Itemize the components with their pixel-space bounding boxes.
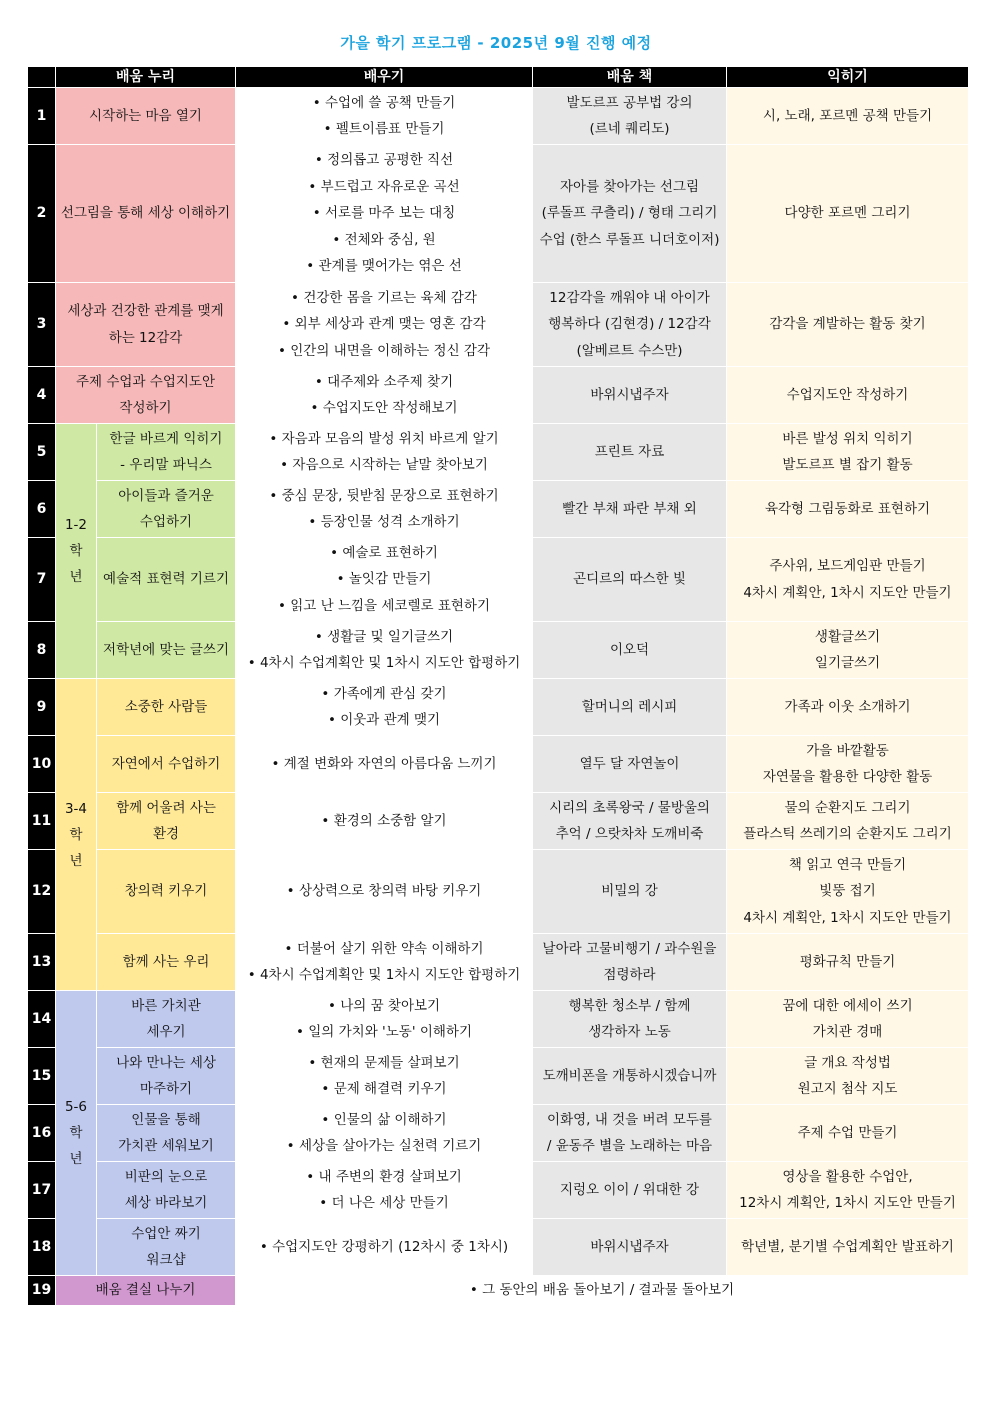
table-row (28, 1105, 969, 1162)
book-cell (533, 679, 727, 736)
text-line: • 4차시 수업계획안 및 1차시 지도안 합평하기 (240, 962, 528, 989)
text-line: 선그림을 통해 세상 이해하기 (60, 205, 231, 222)
text-line: • 세상을 살아가는 실천력 기르기 (240, 1133, 528, 1160)
text-line: • 나의 꿈 찾아보기 (240, 993, 528, 1020)
practice-cell (727, 622, 969, 679)
practice-cell (727, 1219, 969, 1276)
text-line: 세상 바라보기 (124, 1195, 208, 1211)
area-label (97, 622, 236, 679)
text-line: 생각하자 노동 (588, 1024, 671, 1040)
row-number: 10 (28, 736, 56, 793)
text-line: - 우리말 파닉스 (120, 457, 212, 473)
text-line: 비판의 눈으로 (124, 1168, 208, 1185)
practice-cell (727, 145, 969, 283)
book-cell (533, 283, 727, 367)
area-label (56, 1276, 236, 1306)
text-line: 영상을 활용한 수업안, (782, 1168, 913, 1185)
table-row (28, 1219, 969, 1276)
text-line: 바른 발성 위치 익히기 (782, 430, 913, 447)
header-practice: 익히기 (727, 67, 969, 88)
text-line: 물의 순환지도 그리기 (784, 799, 911, 816)
text-line: • 펠트이름표 만들기 (240, 116, 528, 143)
row-number: 13 (28, 934, 56, 991)
text-line: 작성하기 (119, 400, 172, 416)
text-line: 가치관 경매 (812, 1024, 883, 1040)
row-number: 16 (28, 1105, 56, 1162)
area-label (56, 367, 236, 424)
text-line: 저학년에 맞는 글쓰기 (103, 641, 229, 658)
text-line: • 부드럽고 자유로운 곡선 (240, 174, 528, 201)
text-line: 한글 바르게 익히기 (109, 430, 223, 447)
header-teach: 배우기 (236, 67, 533, 88)
text-line: 육각형 그림동화로 표현하기 (764, 500, 931, 517)
practice-cell (727, 850, 969, 934)
area-label (97, 481, 236, 538)
book-cell (533, 367, 727, 424)
table-row (28, 283, 969, 367)
practice-cell (727, 367, 969, 424)
area-label (97, 538, 236, 622)
text-line: 워크샵 (146, 1252, 186, 1268)
text-line: 가족과 이웃 소개하기 (784, 698, 911, 715)
book-cell (533, 1219, 727, 1276)
text-line: 자아를 찾아가는 선그림 (560, 178, 700, 195)
teach-cell (236, 1219, 533, 1276)
header-corner (28, 67, 56, 88)
text-line: 생활글쓰기 (814, 628, 881, 645)
text-line: 배움 결실 나누기 (95, 1282, 196, 1299)
text-line: 평화규칙 만들기 (799, 953, 896, 970)
area-label (97, 424, 236, 481)
row-number: 3 (28, 283, 56, 367)
area-label (97, 991, 236, 1048)
text-line: 도깨비폰을 개통하시겠습니까 (542, 1067, 717, 1084)
text-line: • 가족에게 관심 갖기 (240, 681, 528, 708)
teach-cell (236, 283, 533, 367)
row-number: 14 (28, 991, 56, 1048)
practice-cell (727, 793, 969, 850)
text-line: 년 (69, 852, 83, 869)
text-line: 꿈에 대한 에세이 쓰기 (782, 997, 913, 1014)
text-line: • 정의롭고 공평한 직선 (240, 147, 528, 174)
text-line: / 윤동주 별을 노래하는 마음 (546, 1138, 713, 1154)
row-number: 1 (28, 88, 56, 145)
text-line: • 수업지도안 강평하기 (12차시 중 1차시) (240, 1234, 528, 1261)
text-line: 소중한 사람들 (124, 698, 208, 715)
text-line: 년 (69, 1151, 83, 1167)
text-line: 마주하기 (139, 1081, 193, 1097)
text-line: 가치관 세워보기 (118, 1138, 214, 1154)
text-line: • 일의 가치와 '노동' 이해하기 (240, 1019, 528, 1046)
text-line: 시작하는 마음 열기 (89, 107, 202, 124)
text-line: • 관계를 맺어가는 엮은 선 (240, 253, 528, 280)
text-line: 점령하라 (603, 967, 656, 983)
text-line: 플라스틱 쓰레기의 순환지도 그리기 (743, 826, 952, 842)
text-line: (르네 퀘리도) (589, 121, 670, 137)
table-row (28, 145, 969, 283)
text-line: 4차시 계획안, 1차시 지도안 만들기 (743, 584, 952, 601)
row-number: 17 (28, 1162, 56, 1219)
row-number: 12 (28, 850, 56, 934)
book-cell (533, 1105, 727, 1162)
text-line: 가을 바깥활동 (806, 742, 889, 759)
text-line: 빨간 부채 파란 부채 외 (562, 500, 697, 517)
text-line: • 현재의 문제들 살펴보기 (240, 1050, 528, 1077)
table-row (28, 850, 969, 934)
practice-cell (727, 1048, 969, 1105)
header-book: 배움 책 (533, 67, 727, 88)
book-cell (533, 538, 727, 622)
text-line: • 문제 해결력 키우기 (240, 1076, 528, 1103)
row-number: 8 (28, 622, 56, 679)
table-row (28, 793, 969, 850)
table-row (28, 1162, 969, 1219)
text-line: 학 (69, 543, 83, 559)
area-label (97, 1162, 236, 1219)
row-number: 5 (28, 424, 56, 481)
area-label (56, 145, 236, 283)
row-number: 15 (28, 1048, 56, 1105)
text-line: 함께 어울려 사는 (116, 799, 216, 816)
text-line: 이화영, 내 것을 버려 모두를 (547, 1111, 712, 1128)
text-line: 환경 (152, 826, 180, 842)
practice-cell (727, 481, 969, 538)
teach-cell (236, 934, 533, 991)
text-line: 발도르프 공부법 강의 (566, 94, 693, 111)
practice-cell (727, 1105, 969, 1162)
book-cell (533, 481, 727, 538)
practice-cell (727, 424, 969, 481)
table-row (28, 367, 969, 424)
text-line: 곤디르의 따스한 빛 (573, 571, 686, 588)
text-line: 12차시 계획안, 1차시 지도안 만들기 (739, 1195, 956, 1211)
text-line: 수업지도안 작성하기 (786, 386, 909, 403)
teach-cell (236, 850, 533, 934)
area-label (97, 1105, 236, 1162)
table-row (28, 991, 969, 1048)
text-line: • 자음으로 시작하는 낱말 찾아보기 (240, 452, 528, 479)
row-number: 6 (28, 481, 56, 538)
text-line: 아이들과 즐거운 (118, 487, 214, 504)
text-line: • 4차시 수업계획안 및 1차시 지도안 합평하기 (240, 650, 528, 677)
teach-cell (236, 481, 533, 538)
text-line: 4차시 계획안, 1차시 지도안 만들기 (743, 909, 952, 926)
book-cell (533, 1162, 727, 1219)
row-number: 2 (28, 145, 56, 283)
row-number: 9 (28, 679, 56, 736)
teach-cell (236, 424, 533, 481)
area-label (97, 679, 236, 736)
book-cell (533, 934, 727, 991)
area-label (56, 88, 236, 145)
header-row (28, 67, 969, 88)
practice-cell (727, 736, 969, 793)
text-line: • 수업지도안 작성해보기 (240, 395, 528, 422)
text-line: • 내 주변의 환경 살펴보기 (240, 1164, 528, 1191)
table-row (28, 1276, 969, 1306)
text-line: 함께 사는 우리 (122, 953, 210, 970)
book-cell (533, 145, 727, 283)
text-line: (알베르트 수스만) (576, 342, 683, 359)
text-line: 원고지 첨삭 지도 (797, 1081, 898, 1097)
text-line: • 인간의 내면을 이해하는 정신 감각 (240, 338, 528, 365)
text-line: • 등장인물 성격 소개하기 (240, 509, 528, 536)
text-line: 빛뚱 접기 (819, 883, 876, 900)
text-line: 학년별, 분기별 수업계획안 발표하기 (741, 1238, 954, 1255)
book-cell (533, 424, 727, 481)
area-label (97, 934, 236, 991)
area-label (97, 793, 236, 850)
area-label (97, 736, 236, 793)
grade-label (56, 424, 97, 679)
text-line: 행복하다 (김현경) / 12감각 (548, 316, 711, 333)
text-line: 수업 (한스 루돌프 니더호이저) (539, 231, 720, 248)
text-line: 다양한 포르멘 그리기 (784, 205, 911, 222)
text-line: • 읽고 난 느낌을 세코렐로 표현하기 (240, 593, 528, 620)
text-line: • 상상력으로 창의력 바탕 키우기 (240, 878, 528, 905)
text-line: • 건강한 몸을 기르는 육체 감각 (240, 285, 528, 312)
book-cell (533, 1048, 727, 1105)
text-line: 이오덕 (609, 641, 650, 658)
text-line: 시, 노래, 포르멘 공책 만들기 (762, 107, 933, 124)
table-row (28, 481, 969, 538)
text-line: • 더불어 살기 위한 약속 이해하기 (240, 936, 528, 963)
text-line: 열두 달 자연놀이 (579, 755, 680, 772)
text-line: 바위시냅주자 (590, 386, 669, 403)
text-line: 주제 수업 만들기 (797, 1124, 898, 1141)
text-line: • 예술로 표현하기 (240, 540, 528, 567)
text-line: • 서로를 마주 보는 대칭 (240, 200, 528, 227)
teach-cell (236, 367, 533, 424)
text-line: • 더 나은 세상 만들기 (240, 1190, 528, 1217)
text-line: 창의력 키우기 (124, 883, 208, 900)
book-cell (533, 991, 727, 1048)
area-label (56, 283, 236, 367)
table-row (28, 538, 969, 622)
teach-cell (236, 736, 533, 793)
practice-cell (727, 1162, 969, 1219)
row-number: 18 (28, 1219, 56, 1276)
header-area: 배움 누리 (56, 67, 236, 88)
book-cell (533, 622, 727, 679)
practice-cell (727, 283, 969, 367)
grade-label (56, 991, 97, 1276)
text-line: 자연에서 수업하기 (111, 755, 221, 772)
text-line: • 환경의 소중함 알기 (240, 808, 528, 835)
text-line: 주제 수업과 수업지도안 (76, 373, 215, 390)
text-line: • 자음과 모음의 발성 위치 바르게 알기 (240, 426, 528, 453)
table-row (28, 934, 969, 991)
book-cell (533, 88, 727, 145)
text-line: 학 (69, 826, 83, 843)
text-line: 세우기 (146, 1024, 186, 1040)
text-line: 책 읽고 연극 만들기 (788, 856, 907, 873)
text-line: 예술적 표현력 기르기 (103, 571, 229, 588)
grade-label (56, 679, 97, 991)
teach-cell (236, 1276, 969, 1306)
text-line: 나와 만나는 세상 (116, 1054, 216, 1071)
text-line: 년 (69, 569, 83, 585)
teach-cell (236, 1048, 533, 1105)
teach-cell (236, 538, 533, 622)
text-line: 감각을 계발하는 활동 찾기 (769, 316, 926, 333)
text-line: 행복한 청소부 / 함께 (568, 997, 691, 1014)
practice-cell (727, 679, 969, 736)
text-line: 발도르프 별 잡기 활동 (782, 457, 913, 473)
text-line: 5-6 (64, 1099, 88, 1115)
area-label (97, 1048, 236, 1105)
text-line: • 그 동안의 배움 돌아보기 / 결과물 돌아보기 (240, 1277, 964, 1304)
table-row (28, 622, 969, 679)
text-line: 날아라 고물비행기 / 과수원을 (542, 940, 717, 957)
practice-cell (727, 934, 969, 991)
text-line: 하는 12감각 (108, 329, 183, 346)
text-line: 바위시냅주자 (590, 1238, 669, 1255)
text-line: 12감각을 깨워야 내 아이가 (549, 289, 710, 306)
text-line: 시리의 초록왕국 / 물방울의 (549, 799, 710, 816)
teach-cell (236, 1105, 533, 1162)
teach-cell (236, 622, 533, 679)
area-label (97, 850, 236, 934)
text-line: 수업하기 (139, 514, 193, 530)
text-line: • 전체와 중심, 원 (240, 227, 528, 254)
text-line: 비밀의 강 (601, 883, 658, 900)
row-number: 7 (28, 538, 56, 622)
book-cell (533, 736, 727, 793)
row-number: 4 (28, 367, 56, 424)
teach-cell (236, 145, 533, 283)
text-line: • 생활글 및 일기글쓰기 (240, 624, 528, 651)
text-line: 프린트 자료 (594, 443, 665, 460)
table-row (28, 736, 969, 793)
page-title: 가을 학기 프로그램 - 2025년 9월 진행 예정 (340, 34, 652, 52)
program-table (27, 66, 969, 1306)
table-body (28, 88, 969, 1306)
text-line: • 중심 문장, 뒷받침 문장으로 표현하기 (240, 483, 528, 510)
teach-cell (236, 793, 533, 850)
table-row (28, 424, 969, 481)
text-line: • 외부 세상과 관계 맺는 영혼 감각 (240, 311, 528, 338)
text-line: • 수업에 쓸 공책 만들기 (240, 90, 528, 117)
text-line: (루돌프 쿠츨리) / 형태 그리기 (541, 205, 718, 222)
row-number: 19 (28, 1276, 56, 1306)
text-line: 할머니의 레시피 (581, 698, 678, 715)
text-line: 인물을 통해 (131, 1111, 201, 1128)
text-line: • 이웃과 관계 맺기 (240, 707, 528, 734)
book-cell (533, 850, 727, 934)
text-line: 자연물을 활용한 다양한 활동 (762, 769, 933, 785)
practice-cell (727, 88, 969, 145)
practice-cell (727, 991, 969, 1048)
text-line: 학 (69, 1125, 83, 1141)
table-row (28, 1048, 969, 1105)
text-line: 글 개요 작성법 (804, 1054, 891, 1071)
text-line: • 계절 변화와 자연의 아름다움 느끼기 (240, 751, 528, 778)
area-label (97, 1219, 236, 1276)
text-line: • 대주제와 소주제 찾기 (240, 369, 528, 396)
teach-cell (236, 991, 533, 1048)
text-line: 주사위, 보드게임판 만들기 (769, 558, 926, 574)
text-line: 수업안 짜기 (131, 1225, 201, 1242)
teach-cell (236, 88, 533, 145)
row-number: 11 (28, 793, 56, 850)
text-line: 세상과 건강한 관계를 맺게 (67, 303, 224, 319)
text-line: 지렁오 이이 / 위대한 강 (559, 1181, 700, 1198)
text-line: 일기글쓰기 (814, 655, 881, 671)
practice-cell (727, 538, 969, 622)
text-line: • 인물의 삶 이해하기 (240, 1107, 528, 1134)
book-cell (533, 793, 727, 850)
table-row (28, 88, 969, 145)
text-line: 추억 / 으랏차차 도깨비죽 (555, 826, 704, 842)
teach-cell (236, 1162, 533, 1219)
text-line: • 놀잇감 만들기 (240, 566, 528, 593)
teach-cell (236, 679, 533, 736)
text-line: 바른 가치관 (131, 997, 201, 1014)
text-line: 1-2 (64, 517, 88, 533)
text-line: 3-4 (64, 800, 88, 817)
table-row (28, 679, 969, 736)
